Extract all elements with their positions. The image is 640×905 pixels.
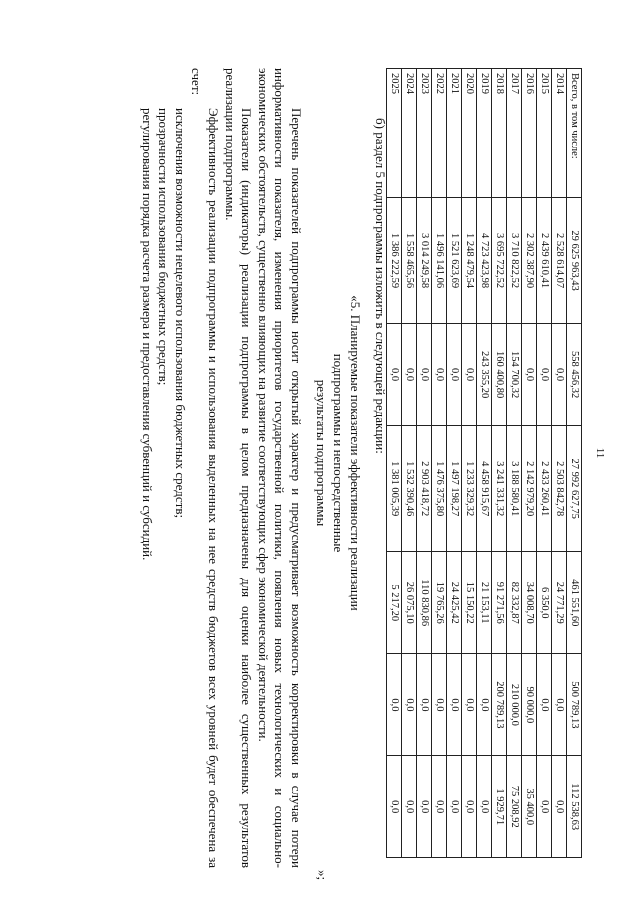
table-cell-value: 1 476 375,80	[432, 425, 447, 551]
table-cell-value: 0,0	[402, 323, 417, 425]
table-cell-value: 2 503 842,78	[552, 425, 567, 551]
section-heading-line-1: «5. Планируемые показатели эффективности реализации	[348, 294, 363, 611]
table-row	[417, 68, 432, 857]
table-cell-value: 1 929,71	[492, 755, 507, 857]
table-cell-value: 0,0	[447, 755, 462, 857]
table-cell-value: 75 208,92	[507, 755, 522, 857]
table-cell-value: 1 558 465,56	[402, 197, 417, 323]
table-cell-value: 0,0	[477, 653, 492, 755]
table-row	[387, 68, 402, 857]
table-cell-year: 2021	[447, 68, 462, 197]
paragraph-2: Показатели (индикаторы) реализации подпрограммы в целом предназначены для оценки наиболее существенных результатов реализации подпрограммы.	[222, 67, 255, 868]
table-cell-value: 19 765,26	[432, 551, 447, 653]
table-cell-value: 15 150,22	[462, 551, 477, 653]
table-cell-value: 1 521 623,69	[447, 197, 462, 323]
table-cell-year: 2016	[522, 68, 537, 197]
table-cell-year: 2015	[537, 68, 552, 197]
table-cell-value: 200 789,13	[492, 653, 507, 755]
funding-table-body	[387, 68, 582, 857]
table-cell-value: 0,0	[402, 653, 417, 755]
table-cell-value: 0,0	[417, 755, 432, 857]
table-cell-value: 3 241 331,32	[492, 425, 507, 551]
table-cell-value: 110 830,86	[417, 551, 432, 653]
table-cell-year: 2020	[462, 68, 477, 197]
table-cell-year: 2019	[477, 68, 492, 197]
table-cell-value: 461 551,60	[567, 551, 582, 653]
table-cell-value: 27 992 627,75	[567, 425, 582, 551]
section-heading-line-3: результаты подпрограммы	[314, 379, 329, 526]
table-cell-value: 0,0	[537, 755, 552, 857]
table-cell-value: 0,0	[537, 653, 552, 755]
table-cell-value: 24 771,29	[552, 551, 567, 653]
table-row	[522, 68, 537, 857]
table-row	[477, 68, 492, 857]
paragraph-1: Перечень показателей подпрограммы носит открытый характер и предусматривает возможность корректировки в случае потери информативности показателя, изменения приоритетов государственной политики, появления новых технологических и социально-экономических обстоятельств, существенно влияющих на развитие соответствующих сфер экономической деятельности.	[255, 67, 304, 868]
table-cell-year: 2022	[432, 68, 447, 197]
table-row	[462, 68, 477, 857]
table-row	[537, 68, 552, 857]
table-cell-value: 0,0	[432, 653, 447, 755]
table-cell-value: 4 458 915,67	[477, 425, 492, 551]
table-row	[552, 68, 567, 857]
table-cell-value: 1 496 141,06	[432, 197, 447, 323]
table-cell-value: 2 142 979,20	[522, 425, 537, 551]
table-cell-value: 26 075,10	[402, 551, 417, 653]
table-row	[432, 68, 447, 857]
table-cell-value: 0,0	[387, 755, 402, 857]
table-cell-year: 2018	[492, 68, 507, 197]
table-row	[507, 68, 522, 857]
table-cell-value: 0,0	[387, 323, 402, 425]
table-cell-value: 4 723 423,98	[477, 197, 492, 323]
table-cell-year: 2017	[507, 68, 522, 197]
paragraph-5: прозрачности использования бюджетных средств;	[156, 107, 172, 385]
table-cell-value: 1 233 329,32	[462, 425, 477, 551]
table-cell-year: Всего, в том числе:	[567, 68, 582, 197]
table-row	[402, 68, 417, 857]
table-cell-value: 1 386 222,59	[387, 197, 402, 323]
table-cell-value: 1 532 390,46	[402, 425, 417, 551]
table-cell-value: 1 381 005,39	[387, 425, 402, 551]
table-cell-value: 0,0	[552, 323, 567, 425]
table-cell-value: 243 355,20	[477, 323, 492, 425]
table-cell-value: 0,0	[462, 653, 477, 755]
table-cell-value: 154 700,32	[507, 323, 522, 425]
table-cell-value: 21 153,11	[477, 551, 492, 653]
table-cell-value: 0,0	[447, 323, 462, 425]
table-cell-year: 2023	[417, 68, 432, 197]
paragraph-6: регулирования порядка расчета размера и предоставления субвенций и субсидий.	[139, 107, 155, 560]
table-cell-value: 2 433 260,41	[537, 425, 552, 551]
section-heading-line-2: подпрограммы и непосредственные	[331, 353, 346, 552]
table-cell-value: 24 425,42	[447, 551, 462, 653]
table-cell-value: 1 248 479,54	[462, 197, 477, 323]
table-cell-value: 500 789,13	[567, 653, 582, 755]
table-cell-value: 160 400,80	[492, 323, 507, 425]
table-closing-quote: »;	[315, 869, 330, 880]
table-cell-value: 3 710 822,52	[507, 197, 522, 323]
table-cell-value: 0,0	[552, 653, 567, 755]
table-cell-value: 0,0	[522, 323, 537, 425]
table-cell-year: 2024	[402, 68, 417, 197]
table-cell-value: 6 350,0	[537, 551, 552, 653]
table-cell-value: 558 456,32	[567, 323, 582, 425]
table-cell-value: 91 271,56	[492, 551, 507, 653]
table-cell-year: 2014	[552, 68, 567, 197]
table-cell-value: 0,0	[432, 755, 447, 857]
table-cell-value: 35 400,0	[522, 755, 537, 857]
table-cell-value: 2 302 387,90	[522, 197, 537, 323]
rotated-page	[20, 8, 620, 898]
table-cell-value: 29 625 963,43	[567, 197, 582, 323]
table-row	[492, 68, 507, 857]
table-row	[567, 68, 582, 857]
table-cell-value: 0,0	[402, 755, 417, 857]
table-cell-value: 90 000,0	[522, 653, 537, 755]
paragraph-4: исключения возможности нецелевого использования бюджетных средств;	[172, 107, 188, 518]
table-cell-value: 34 008,70	[522, 551, 537, 653]
table-row	[447, 68, 462, 857]
table-cell-value: 2 439 610,41	[537, 197, 552, 323]
funding-table	[386, 68, 582, 858]
table-cell-value: 2 528 614,07	[552, 197, 567, 323]
table-cell-value: 0,0	[537, 323, 552, 425]
paragraph-3: Эффективность реализации подпрограммы и использования выделенных на нее средств бюджетов всех уровней будет обеспечена за счет:	[189, 67, 222, 868]
table-cell-value: 82 332,87	[507, 551, 522, 653]
table-cell-value: 0,0	[447, 653, 462, 755]
item-b: б) раздел 5 подпрограммы изложить в следующей редакции:	[373, 117, 388, 454]
table-cell-value: 0,0	[477, 755, 492, 857]
table-cell-value: 3 014 249,58	[417, 197, 432, 323]
table-cell-value: 0,0	[417, 323, 432, 425]
section-heading	[313, 8, 364, 898]
table-cell-value: 0,0	[432, 323, 447, 425]
table-cell-value: 3 188 580,41	[507, 425, 522, 551]
table-cell-year: 2025	[387, 68, 402, 197]
table-cell-value: 0,0	[462, 755, 477, 857]
table-cell-value: 0,0	[462, 323, 477, 425]
table-cell-value: 112 538,63	[567, 755, 582, 857]
table-cell-value: 0,0	[552, 755, 567, 857]
table-cell-value: 3 695 722,52	[492, 197, 507, 323]
section-body	[138, 68, 304, 868]
table-cell-value: 5 217,20	[387, 551, 402, 653]
table-cell-value: 1 497 198,27	[447, 425, 462, 551]
table-cell-value: 2 903 418,72	[417, 425, 432, 551]
table-cell-value: 0,0	[387, 653, 402, 755]
page-number: 11	[594, 447, 606, 458]
table-cell-value: 0,0	[417, 653, 432, 755]
table-cell-value: 210 000,0	[507, 653, 522, 755]
